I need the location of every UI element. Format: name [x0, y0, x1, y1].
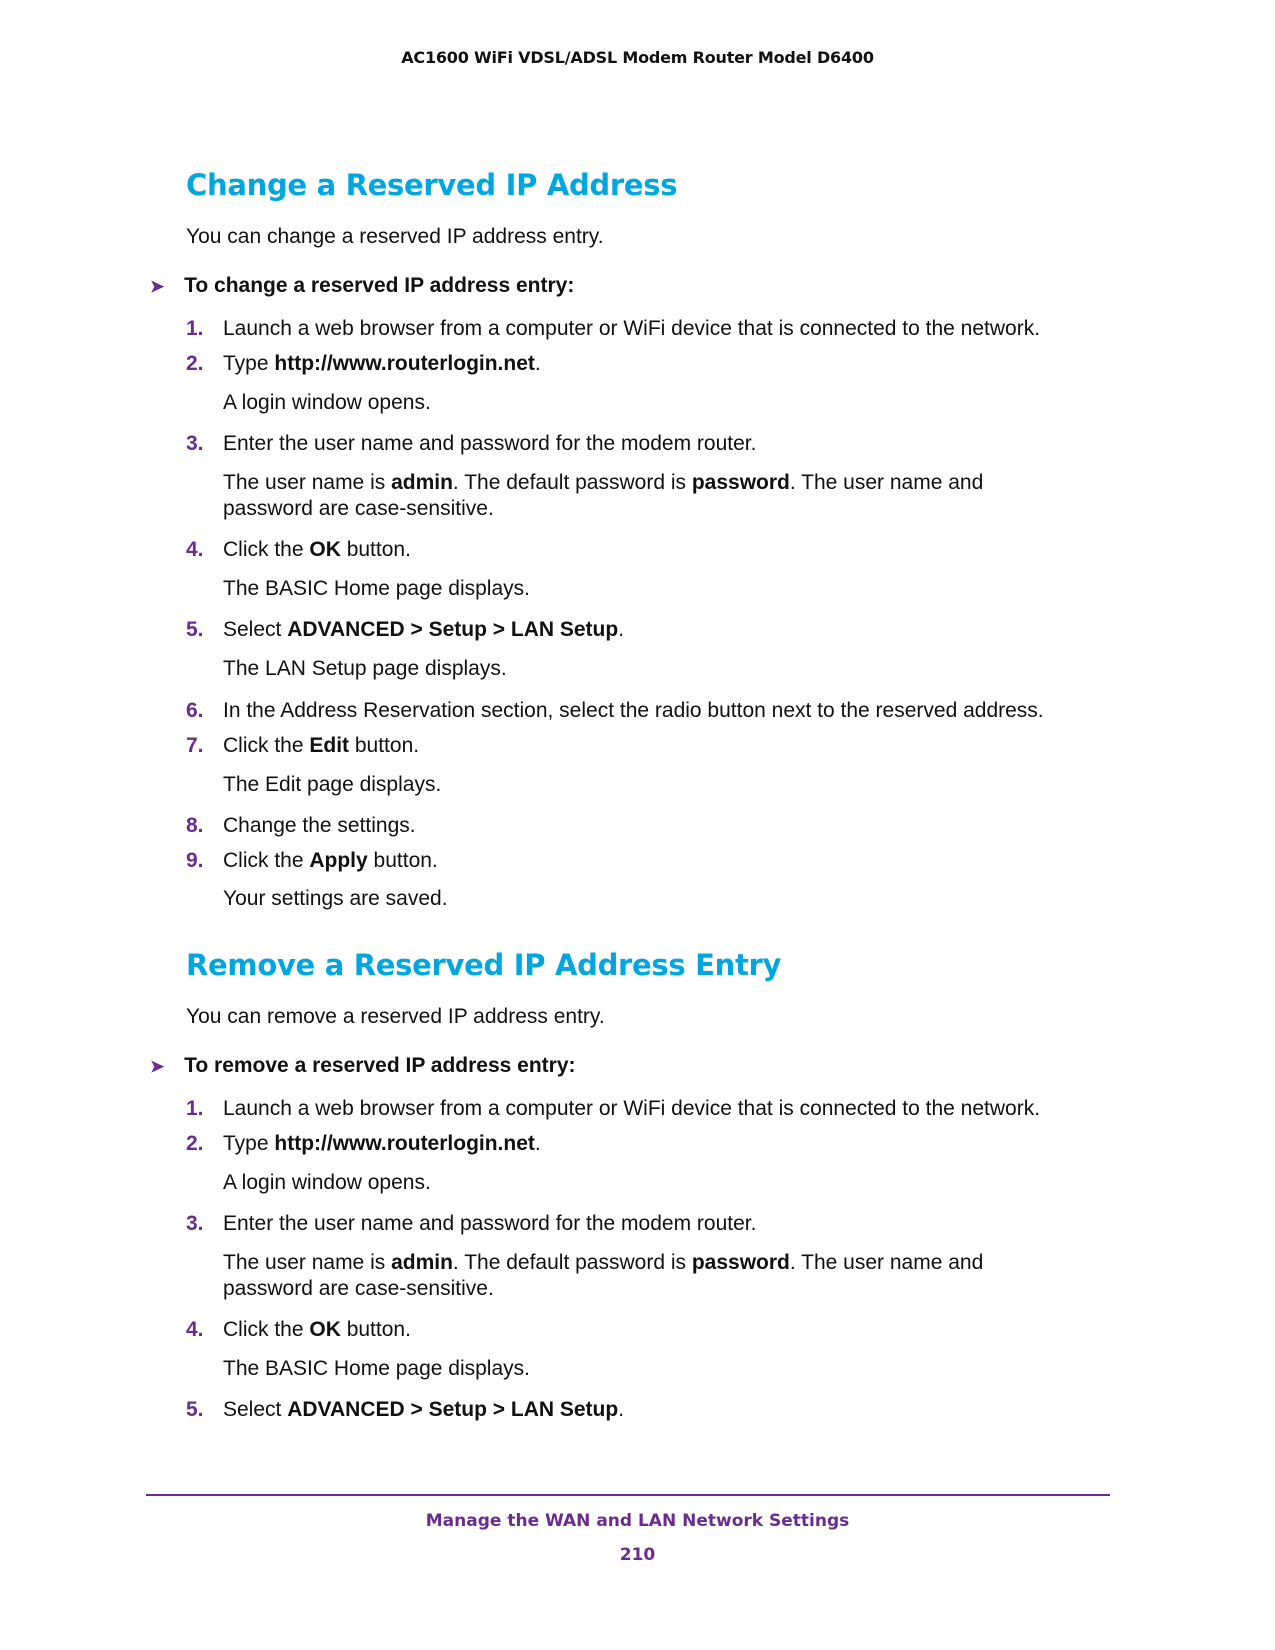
menu-path: LAN Setup	[510, 618, 619, 641]
step-4	[186, 1317, 411, 1343]
menu-sep: >	[486, 1398, 511, 1421]
step-text: Type	[223, 352, 275, 375]
step-result: Your settings are saved.	[223, 887, 448, 910]
punct: .	[534, 1132, 541, 1155]
button-name: OK	[309, 538, 341, 561]
punct: .	[618, 1398, 625, 1421]
footer-divider	[146, 1494, 1110, 1496]
step-8	[186, 813, 416, 839]
step-note	[223, 470, 983, 522]
username-value: admin	[391, 471, 453, 494]
step-number: 5.	[186, 1398, 204, 1421]
step-text: Change the settings.	[223, 814, 416, 837]
menu-path: Setup	[428, 618, 487, 641]
step-text: Click the	[223, 734, 310, 757]
page-number: 210	[619, 1545, 656, 1565]
step-number: 3.	[186, 432, 204, 455]
step-result: The LAN Setup page displays.	[223, 657, 507, 680]
menu-path: ADVANCED	[287, 1398, 405, 1421]
step-number: 9.	[186, 849, 204, 872]
step-text: Click the	[223, 1318, 310, 1341]
note-text: . The default password is	[452, 1251, 692, 1274]
step-4	[186, 537, 411, 563]
step-number: 8.	[186, 814, 204, 837]
menu-path: LAN Setup	[510, 1398, 619, 1421]
step-result: The Edit page displays.	[223, 773, 442, 796]
note-text: password are case-sensitive.	[223, 497, 494, 520]
menu-path: ADVANCED	[287, 618, 405, 641]
step-text: button.	[340, 1318, 411, 1341]
step-9	[186, 848, 438, 874]
step-result: A login window opens.	[223, 391, 431, 414]
step-number: 4.	[186, 1318, 204, 1341]
step-text: Select	[223, 618, 288, 641]
section-intro: You can change a reserved IP address entry.	[186, 225, 604, 248]
step-number: 5.	[186, 618, 204, 641]
note-text: . The default password is	[452, 471, 692, 494]
step-result: A login window opens.	[223, 1171, 431, 1194]
url-text: http://www.routerlogin.net	[274, 352, 535, 375]
step-text: Enter the user name and password for the modem router.	[223, 1212, 757, 1235]
button-name: OK	[309, 1318, 341, 1341]
note-text: . The user name and	[789, 1251, 984, 1274]
menu-path: Setup	[428, 1398, 487, 1421]
step-number: 1.	[186, 1097, 204, 1120]
step-result: The BASIC Home page displays.	[223, 577, 530, 600]
step-text: Select	[223, 1398, 288, 1421]
step-number: 2.	[186, 1132, 204, 1155]
step-text: Type	[223, 1132, 275, 1155]
step-5	[186, 1397, 625, 1423]
menu-sep: >	[486, 618, 511, 641]
step-5	[186, 617, 625, 643]
note-text: The user name is	[223, 471, 392, 494]
punct: .	[534, 352, 541, 375]
footer-chapter: Manage the WAN and LAN Network Settings	[425, 1511, 850, 1531]
step-text: In the Address Reservation section, select the radio button next to the reserved address.	[223, 699, 1044, 722]
url-text: http://www.routerlogin.net	[274, 1132, 535, 1155]
step-text: button.	[367, 849, 438, 872]
arrow-bullet-icon: ➤	[150, 277, 165, 296]
step-text: Click the	[223, 538, 310, 561]
step-text: Launch a web browser from a computer or WiFi device that is connected to the network.	[223, 317, 1041, 340]
note-text: The user name is	[223, 1251, 392, 1274]
step-7	[186, 733, 420, 759]
procedure-title-text: To remove a reserved IP address entry:	[184, 1054, 576, 1077]
password-value: password	[691, 471, 790, 494]
note-text: password are case-sensitive.	[223, 1277, 494, 1300]
step-result: The BASIC Home page displays.	[223, 1357, 530, 1380]
button-name: Apply	[309, 849, 368, 872]
step-1	[186, 1096, 1041, 1122]
step-number: 4.	[186, 538, 204, 561]
running-header: AC1600 WiFi VDSL/ADSL Modem Router Model D6400	[401, 48, 874, 67]
step-text: button.	[340, 538, 411, 561]
procedure-title	[150, 1054, 576, 1078]
step-number: 3.	[186, 1212, 204, 1235]
step-2	[186, 351, 541, 377]
step-text: button.	[349, 734, 420, 757]
step-number: 7.	[186, 734, 204, 757]
step-number: 1.	[186, 317, 204, 340]
section-heading-change: Change a Reserved IP Address	[186, 168, 678, 202]
section-intro: You can remove a reserved IP address entry.	[186, 1005, 605, 1028]
step-note	[223, 1250, 983, 1302]
step-number: 6.	[186, 699, 204, 722]
username-value: admin	[391, 1251, 453, 1274]
step-3	[186, 431, 757, 457]
button-name: Edit	[309, 734, 350, 757]
arrow-bullet-icon: ➤	[150, 1057, 165, 1076]
note-text: . The user name and	[789, 471, 984, 494]
step-3	[186, 1211, 757, 1237]
procedure-title	[150, 274, 574, 298]
step-6	[186, 698, 1044, 724]
step-text: Launch a web browser from a computer or WiFi device that is connected to the network.	[223, 1097, 1041, 1120]
section-heading-remove: Remove a Reserved IP Address Entry	[186, 948, 782, 982]
procedure-title-text: To change a reserved IP address entry:	[184, 274, 575, 297]
step-2	[186, 1131, 541, 1157]
menu-sep: >	[404, 618, 429, 641]
step-text: Enter the user name and password for the modem router.	[223, 432, 757, 455]
password-value: password	[691, 1251, 790, 1274]
step-number: 2.	[186, 352, 204, 375]
punct: .	[618, 618, 625, 641]
menu-sep: >	[404, 1398, 429, 1421]
step-1	[186, 316, 1041, 342]
step-text: Click the	[223, 849, 310, 872]
